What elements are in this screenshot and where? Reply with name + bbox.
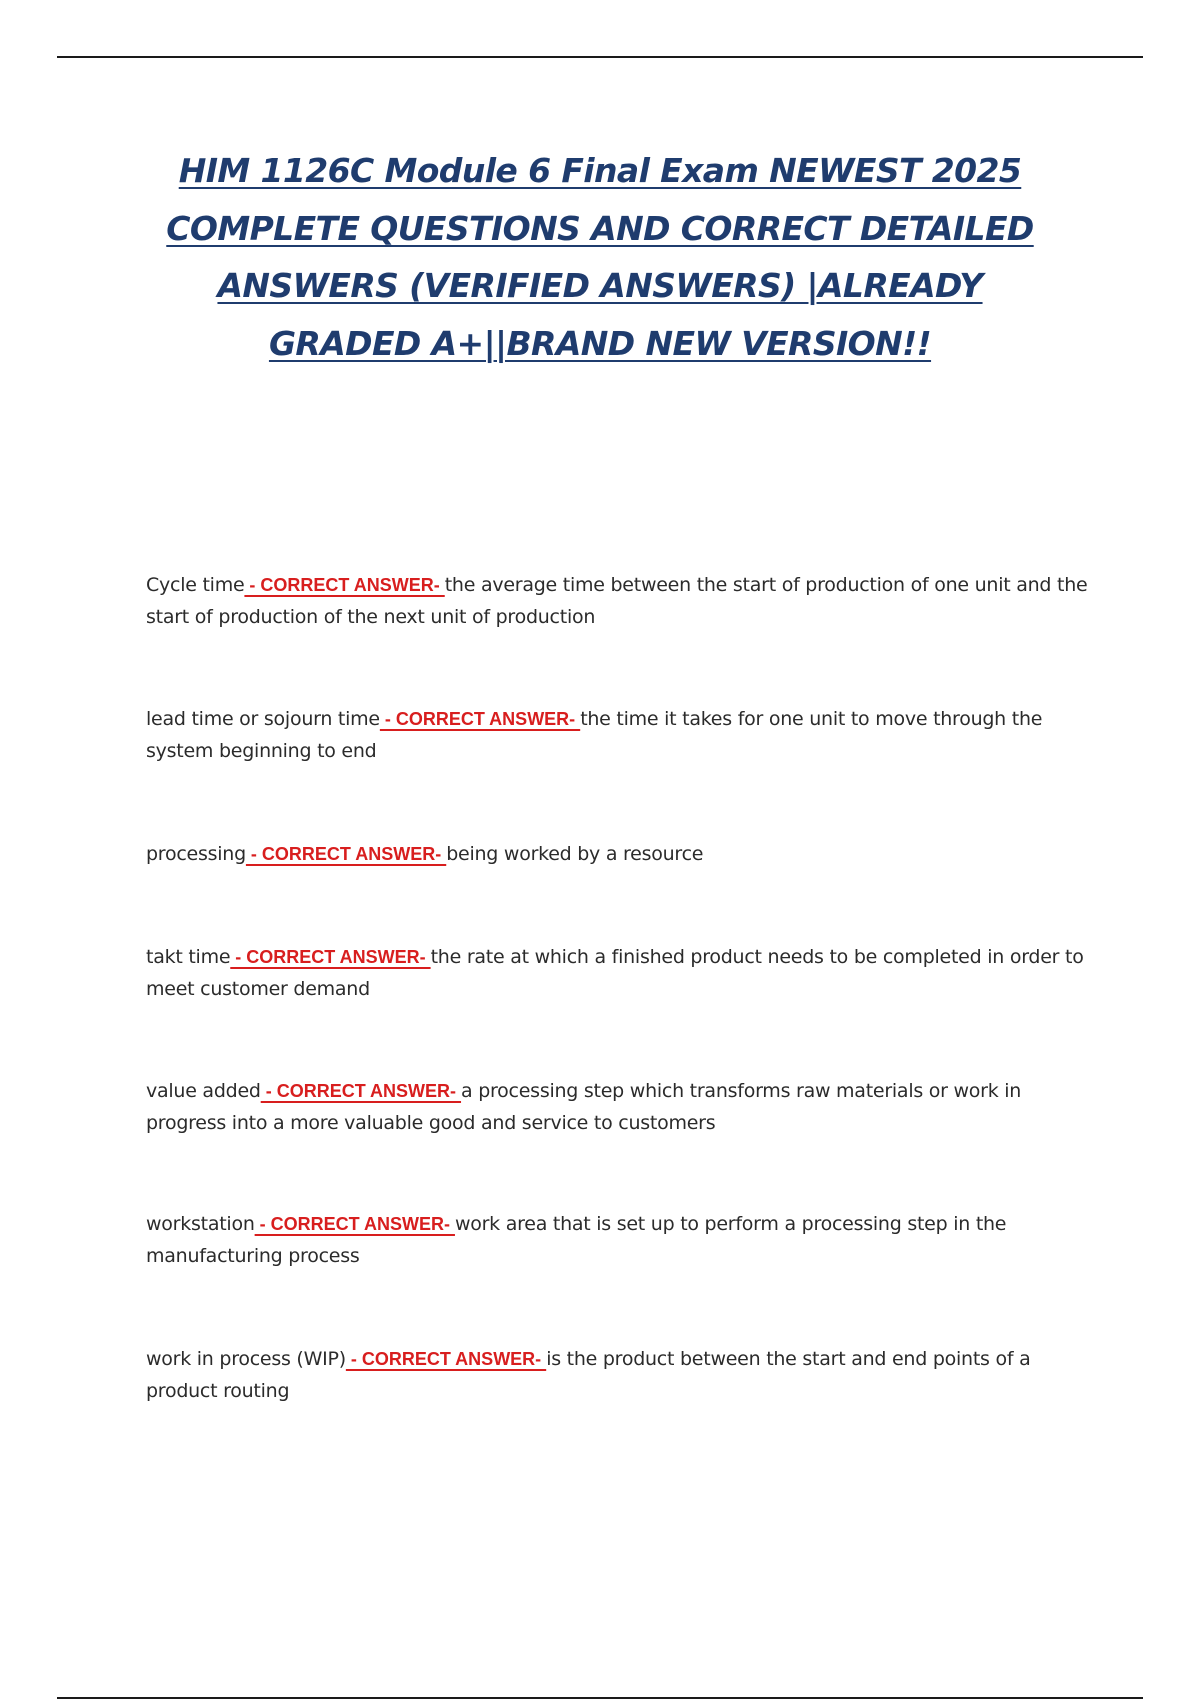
correct-answer-label: - CORRECT ANSWER- xyxy=(245,844,447,864)
qa-entry xyxy=(146,703,1091,767)
qa-entry xyxy=(146,1343,1091,1407)
entry-definition: work area that is set up to perform a processing step in the manufacturing process xyxy=(146,1213,1007,1267)
entry-definition: the rate at which a finished product needs to be completed in order to meet customer demand xyxy=(146,946,1084,1000)
entry-term: Cycle time xyxy=(146,574,245,596)
top-rule xyxy=(57,56,1143,58)
entry-term: processing xyxy=(146,843,246,865)
entry-definition: a processing step which transforms raw materials or work in progress into a more valuable good and service to customers xyxy=(146,1080,1022,1134)
qa-entry xyxy=(146,1075,1091,1139)
qa-entry xyxy=(146,569,1091,633)
entry-definition: is the product between the start and end points of a product routing xyxy=(146,1348,1031,1402)
entry-term: work in process (WIP) xyxy=(146,1348,346,1370)
entry-term: value added xyxy=(146,1080,261,1102)
entry-term: lead time or sojourn time xyxy=(146,708,380,730)
qa-entry xyxy=(146,941,1091,1005)
entry-term: workstation xyxy=(146,1213,255,1235)
correct-answer-label: - CORRECT ANSWER- xyxy=(254,1214,455,1234)
correct-answer-label: - CORRECT ANSWER- xyxy=(244,575,445,595)
correct-answer-label: - CORRECT ANSWER- xyxy=(260,1081,462,1101)
correct-answer-label: - CORRECT ANSWER- xyxy=(379,709,581,729)
correct-answer-label: - CORRECT ANSWER- xyxy=(230,947,431,967)
entry-definition: the time it takes for one unit to move through the system beginning to end xyxy=(146,708,1043,762)
bottom-rule xyxy=(57,1697,1143,1699)
qa-entry xyxy=(146,1208,1091,1272)
document-title: HIM 1126C Module 6 Final Exam NEWEST 2025 COMPLETE QUESTIONS AND CORRECT DETAILED ANSWERS (VERIFIED ANSWERS) |ALREADY GRADED A+||BRAND NEW VERSION!! xyxy=(166,151,1034,363)
qa-entry xyxy=(146,838,1091,870)
entry-definition: the average time between the start of production of one unit and the start of production of the next unit of production xyxy=(146,574,1088,628)
correct-answer-label: - CORRECT ANSWER- xyxy=(345,1349,547,1369)
entry-term: takt time xyxy=(146,946,231,968)
entry-definition: being worked by a resource xyxy=(446,843,704,865)
